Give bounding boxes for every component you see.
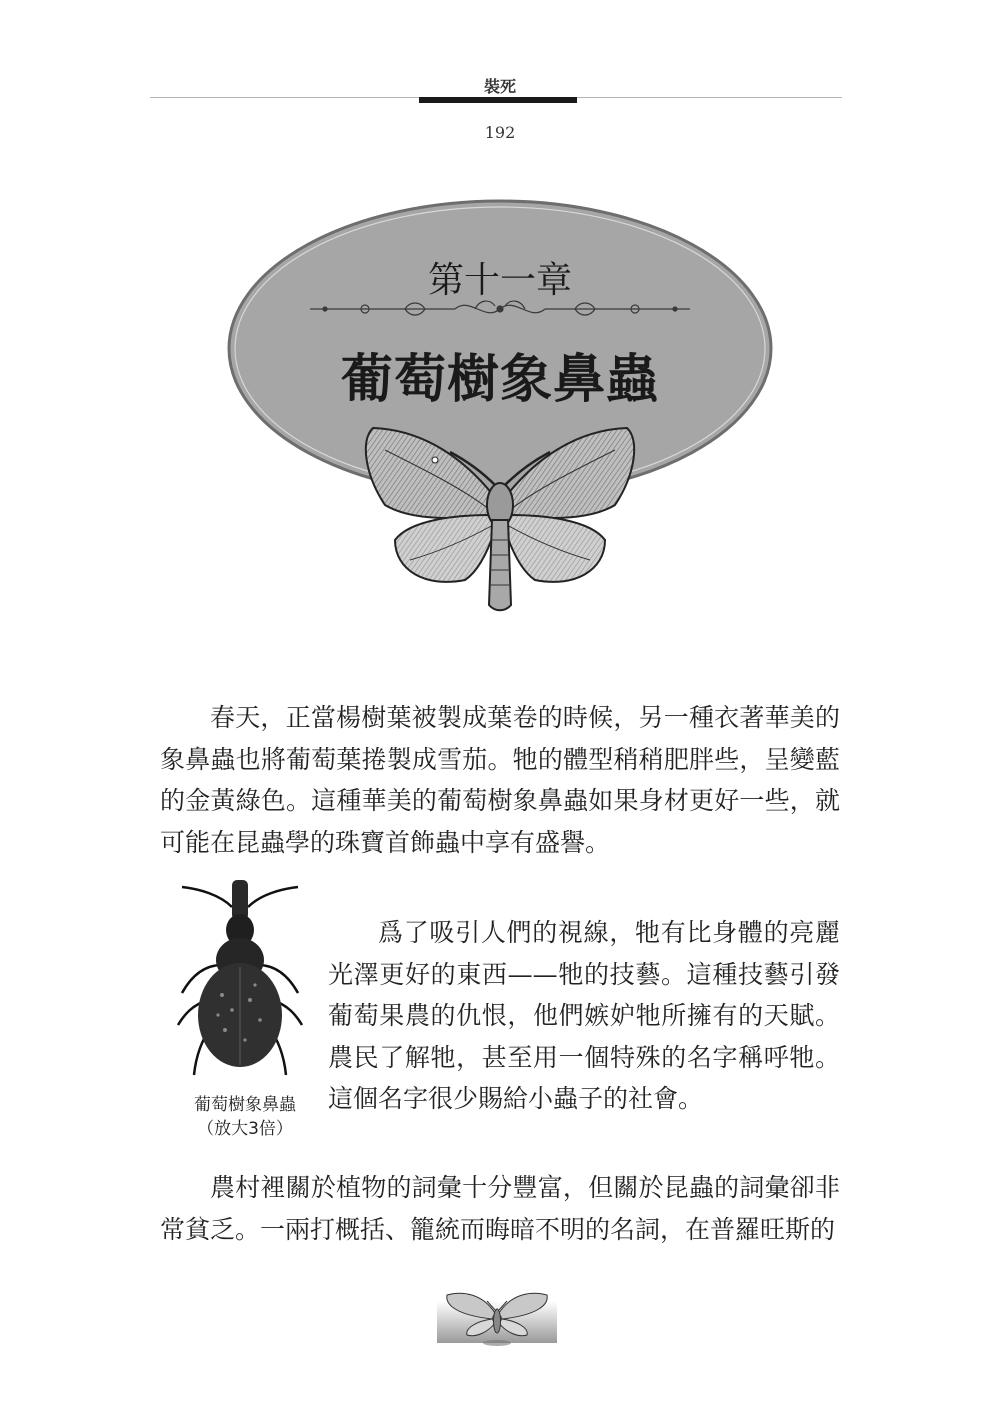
chapter-number: 第十一章 <box>427 260 572 301</box>
caption-line-1: 葡萄樹象鼻蟲 <box>194 1095 296 1115</box>
running-head: 裝死 <box>483 77 516 96</box>
body-paragraph-3: 農村裡關於植物的詞彙十分豐富，但關於昆蟲的詞彙卻非常貧乏。一兩打概括、籠統而晦暗不明的名詞，在普羅旺斯的 <box>160 1173 840 1244</box>
body-paragraph-1: 春天，正當楊樹葉被製成葉卷的時候，另一種衣著華美的象鼻蟲也將葡萄葉捲製成雪茄。牠的體型稍稍肥胖些，呈變藍的金黃綠色。這種華美的葡萄樹象鼻蟲如果身材更好一些，就可能在昆蟲學的珠寶首飾蟲中享有盛譽。 <box>160 703 840 857</box>
caption-line-2: （放大3倍） <box>197 1119 293 1139</box>
figure-caption <box>175 1093 315 1141</box>
header-bar <box>419 97 577 103</box>
page-number: 192 <box>484 123 516 142</box>
moth-icon <box>355 420 645 615</box>
chapter-ornament-icon <box>305 294 695 324</box>
moth-footer-ornament-icon <box>437 1283 557 1348</box>
chapter-title: 葡萄樹象鼻蟲 <box>340 349 659 410</box>
weevil-icon <box>170 875 310 1085</box>
body-paragraph-2: 爲了吸引人們的視線，牠有比身體的亮麗光澤更好的東西——牠的技藝。這種技藝引發葡萄果農的仇恨，他們嫉妒牠所擁有的天賦。農民了解牠，甚至用一個特殊的名字稱呼牠。這個名字很少賜給小蟲子的社會。 <box>328 918 840 1113</box>
